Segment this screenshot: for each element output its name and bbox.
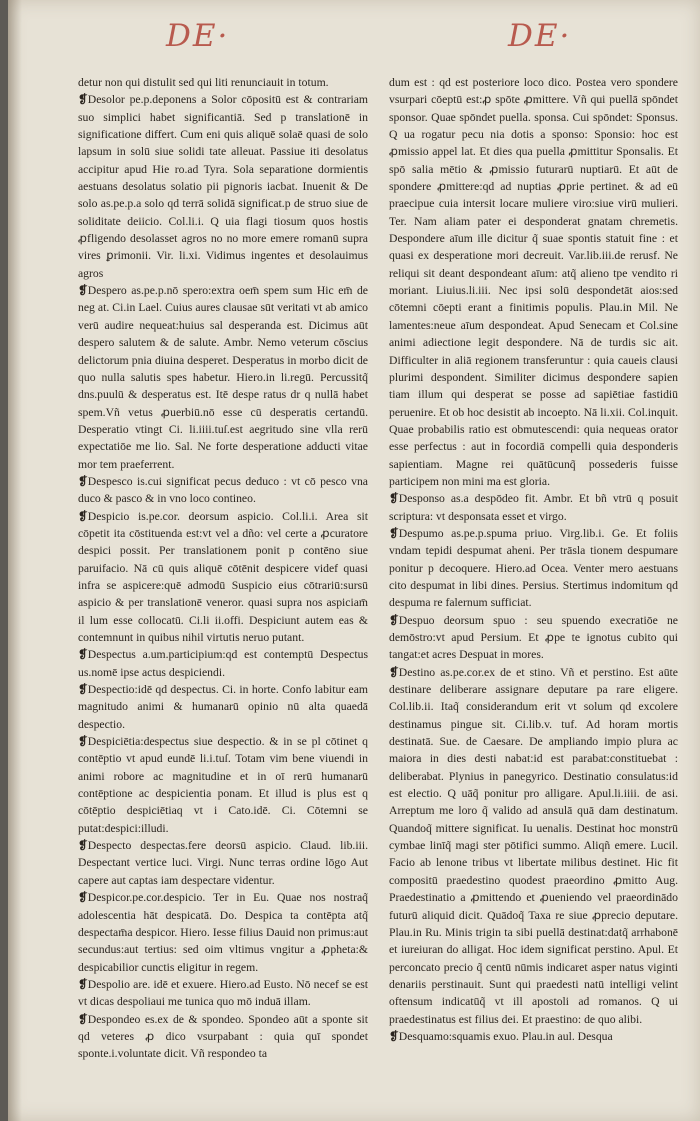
entry-text: detur non qui distulit sed qui liti renunciauit in totum. — [78, 76, 329, 89]
dictionary-entry — [78, 681, 368, 733]
running-head-right: DE· — [508, 18, 572, 54]
paragraph-mark-icon: ❡ — [389, 665, 399, 679]
paragraph-mark-icon: ❡ — [78, 474, 88, 488]
dictionary-entry — [389, 490, 678, 525]
entry-text: Despicio is.pe.cor. deorsum aspicio. Col.li.i. Area sit cōpetit ita cōstituenda est:vt vel a dño: vel certe a ꝓcuratore despici possit. Per translationem ponit p contēno siue paruifacio. Nā cū quis aliquē cōtēnit despicere videf quasi infra se aspicere:quē admodū Suspicio eius cōtrariū:sursū aspicio & per translationē veneror. quasi supra nos aspiciam̄ il lum esse collocatū. Ci.li ii.offi. Despiciunt autem eas & contemnunt in quibus nihil virtutis neruo putant. — [78, 509, 368, 644]
right-column — [389, 74, 678, 1109]
entry-text: Despectus a.um.participium:qd est contemptū Despectus us.nomē ipse actus despiciendi. — [78, 648, 368, 679]
dictionary-entry — [389, 664, 678, 1028]
dictionary-entry — [78, 1011, 368, 1063]
paragraph-mark-icon: ❡ — [389, 1029, 399, 1043]
paragraph-mark-icon: ❡ — [78, 977, 88, 991]
dictionary-entry — [78, 508, 368, 647]
dictionary-entry — [78, 646, 368, 681]
entry-text: dum est : qd est posteriore loco dico. Postea vero spondere vsurpari cōeptū est:ꝓ spōte ꝓmittere. Vñ qui puellā spōndet sponsor. Quae spōndet puella. sponsa. Cui spōndet: Sponsus. Q ua rogatur pecu nia dotis a sponso: Sponsio: hoc est ꝓmissio appel lat. Et dies qua puella ꝓmittitur Sponsalis. Et spō salia mētio & ꝓmissio futurarū nuptiarū. Et aūt de spondere ꝓmittere:qd ad nuptias ꝓprie pertinet. & ad eū praecipue cuia intersit locare muliere viro:siue virū mulieri. Ter. Nam aliam pater ei desponderat gnatam chremetis. Despondere aīum ille dicitur q̃ suae spontis statuit fine : et quasi ex desperatione mori decreuit. Var.lib.iii.de rerusf. Ne reliqui sit deant despondeant aīum: atq̃ alieno tpe vendito ri moriant. Liuius.li.iii. Nec ipsi solū despondetāt aios:sed cōtemni cōepti erant a finitimis populis. Plau.in Mil. Ne lamentes:neue aīum despondeat. Apud Senecam et Col.sine animi adiectione legit despondere. Nā de turdis sic ait. Difficulter in aliā regionem transferuntur : quia caueis clausi plurimi despondent. Similiter dicimus despondere sapien tiam illum qui desperat se posse ad sapiētiae fastidiū peruenire. Et ob hoc desistit ab incoepto. Nā li.xii. Col.inquit. Quae probabilis ratio est obmutescendi: quia nequeas orator esse perfectus : aut in focordiā compelli quia desponderis sapientiam. Magne rei quātūcunq̃ possederis fuisse participem non mini ma est gloria. — [389, 76, 678, 488]
paragraph-mark-icon: ❡ — [78, 509, 88, 523]
running-head-left: DE· — [166, 18, 230, 54]
paragraph-mark-icon: ❡ — [78, 1012, 88, 1026]
dictionary-entry — [389, 612, 678, 664]
entry-text: Despectio:idē qd despectus. Ci. in horte. Confo labitur eam magnitudo animi & humanarū opinio nū alta quaedā despectio. — [78, 683, 368, 731]
entry-text: Despondeo es.ex de & spondeo. Spondeo aūt a sponte sit qd veteres ꝓ dico vsurpabant : quia quī spondet sponte.i.voluntate dicit. Vñ respondeo ta — [78, 1012, 368, 1061]
dictionary-entry — [78, 733, 368, 837]
dictionary-entry — [389, 1028, 678, 1045]
paragraph-mark-icon: ❡ — [78, 683, 88, 697]
paragraph-mark-icon: ❡ — [78, 839, 88, 853]
entry-text: Destino as.pe.cor.ex de et stino. Vñ et perstino. Est aūte destinare deliberare assignare deputare pa rare eligere. Col.lib.ii. Itaq̃ considerandum erit vt solum qd excolere destinamus pingue sit. Ci.lib.v. tuf. Ad horam mortis destinatā. Sue. de Caesare. De ampliando impio plura ac maiora in dies desti nabat:id est parabat:constituebat : deliberabat. Plynius in panegyrico. Destinatio consulatus:id est electio. Q uāq̃ ponitur pro alligare. Apul.li.iiii. de asi. Arreptum me loro q̃ valido ad ansulā quā dam destinatum. Quandoq̃ mittere significat. Iu uenalis. Destinat hoc monstrū cymbae linīq̃ magi ster pōtifici summo. Aliqñ emere. Lucil. Facio ab lenone tribus vt libertate milibus destinet. Hic fit compositū praedestino quodest praeordino ꝓmitto Aug. Praedestinatio a ꝓmittendo et ꝓueniendo vel praeordinādo futurū aliquid dicit. Quādoq̃ Taxa re siue ꝓprecio deputare. Plau.in Ru. Minis trigin ta sibi puellā destinat:datq̃ arrhabonē et iureiuran do alligat. Hoc idem significat perstino. Apul. Et perconcato precio q̃ centū nūmis indicaret asper natus viginti denariis perstinauit. Sunt qui praedesti natū intelligi velint oftensum indicatūq̃ vt ill apostoli ad romanos. Q ui praedestinatus est filius dei. Et praestino: de quo alibi. — [389, 665, 678, 1026]
paragraph-mark-icon: ❡ — [78, 284, 88, 298]
paragraph-mark-icon: ❡ — [78, 891, 88, 905]
entry-text: Despecto despectas.fere deorsū aspicio. Claud. lib.iii. Despectant vertice luci. Virgi. Nunc terras ordine lōgo Aut capere aut captas iam despectare videntur. — [78, 839, 368, 887]
dictionary-entry — [78, 976, 368, 1011]
entry-text: Despesco is.cui significat pecus deduco : vt cō pesco vna duco & pasco & in vno loco contineo. — [78, 474, 368, 506]
left-column — [78, 74, 368, 1109]
entry-text: Despumo as.pe.p.spuma priuo. Virg.lib.i. Ge. Et foliis vndam tepidi despumat aheni. Per trāsla tionem despumare ponitur p decoquere. Hiero.ad Ocea. Venter mero aestuans cito despumat in libi dines. Persius. Stertimus indomitum qd despuma re falernum sufficiat. — [389, 526, 678, 610]
paragraph-mark-icon: ❡ — [389, 526, 399, 540]
dictionary-entry — [78, 74, 368, 91]
entry-text: Despolio are. idē et exuere. Hiero.ad Eusto. Nō necef se est vt dicas despoliaui me tunica quo mō induā illam. — [78, 977, 368, 1009]
entry-text: Despuo deorsum spuo : seu spuendo execratiōe ne demōstro:vt apud Persium. Et ꝓpe te ignotus cubito qui tangat:et acres Despuat in mores. — [389, 613, 678, 662]
paragraph-mark-icon: ❡ — [78, 93, 88, 107]
dictionary-entry — [78, 473, 368, 508]
dictionary-entry — [78, 91, 368, 282]
entry-text: Despicor.pe.cor.despicio. Ter in Eu. Quae nos nostraq̃ adolescentia hāt despicatā. Do. Despica ta contēpta atq̃ despectam̄a despicor. Hiero. Iesse filius Dauid non primus:aut secundus:aut tertius: sed oim vltimus vngitur a ꝓpheta:& despicabilior cunctis eligitur in regem. — [78, 891, 368, 974]
entry-text: Desquamo:squamis exuo. Plau.in aul. Desqua — [398, 1029, 613, 1043]
paragraph-mark-icon: ❡ — [78, 735, 88, 749]
book-page — [8, 0, 700, 1121]
dictionary-entry — [78, 837, 368, 889]
entry-text: Desolor pe.p.deponens a Solor cōpositū est & contrariam suo simplici habet significantiā. Sed p translationē in significatione differt. Cum eni quis aliquē solaē quasi de solo lapsum in solū siue solidi tate alleuat. Passiue iti desolatus accipitur apud Hie ro.ad Tyra. Sola separatione dormientis aestuans desolatus solatio pii pignoris iacbat. Inuenit & De solo as.pe.p.a solo qd terrā solidā significat.p de struo siue de soliditate deiicio. Col.li.i. Q uia flagi tiosum quos hostis ꝓfligendo desolasset agros no no more emere romanū supra vires ꝑrimonii. Vir. li.xi. Vidimus ingentes et desolauimus agros — [78, 93, 368, 280]
entry-text: Despero as.pe.p.nō spero:extra oem̄ spem sum Hic em̄ de neg at. Ci.in Lael. Cuius aures clausae sūt veritati vt ab amico verū audire nequeat:huius sal desperanda est. Dicimus aūt despero salutem & de salute. Ambr. Nemo veterum cōscius delictorum pnia diuina desperet. Desperatus in morbo dicit de quo nulla salutis spes habetur. Hiero.in li.regū. Percussitq̃ dns.puulū & desperatus est. Itē despe ratus dr q nullā habet spem.Vñ vetus ꝓuerbiū.nō esse cū desperatis certandū. Desperatio vtingt Ci. li.iiii.tuſ.est aegritudo sine vlla rerū expectatiōe me lio. Sal. Ne forte desperatione adducti vitae mor tem praeferrent. — [78, 284, 368, 471]
paragraph-mark-icon: ❡ — [389, 613, 399, 627]
paragraph-mark-icon: ❡ — [78, 648, 88, 662]
dictionary-entry — [78, 282, 368, 473]
dictionary-entry — [389, 525, 678, 612]
dictionary-entry — [389, 74, 678, 490]
dictionary-entry — [78, 889, 368, 976]
entry-text: Despiciētia:despectus siue despectio. & in se pl cōtinet q contēptio vt apud eundē li.i.tuſ. Totam vim bene viuendi in animi robore ac magnitudine et in oī rerū humanarū contēptione ac despicientia ponam. Et illud is plus est q cōtēptio despiciētiaq vt i Cato.idē. Ci. Cōtemni se putat:despici:illudi. — [78, 735, 368, 835]
entry-text: Desponso as.a despōdeo fit. Ambr. Et bñ vtrū q posuit scriptura: vt desponsata esset et virgo. — [389, 492, 678, 523]
paragraph-mark-icon: ❡ — [389, 492, 399, 506]
